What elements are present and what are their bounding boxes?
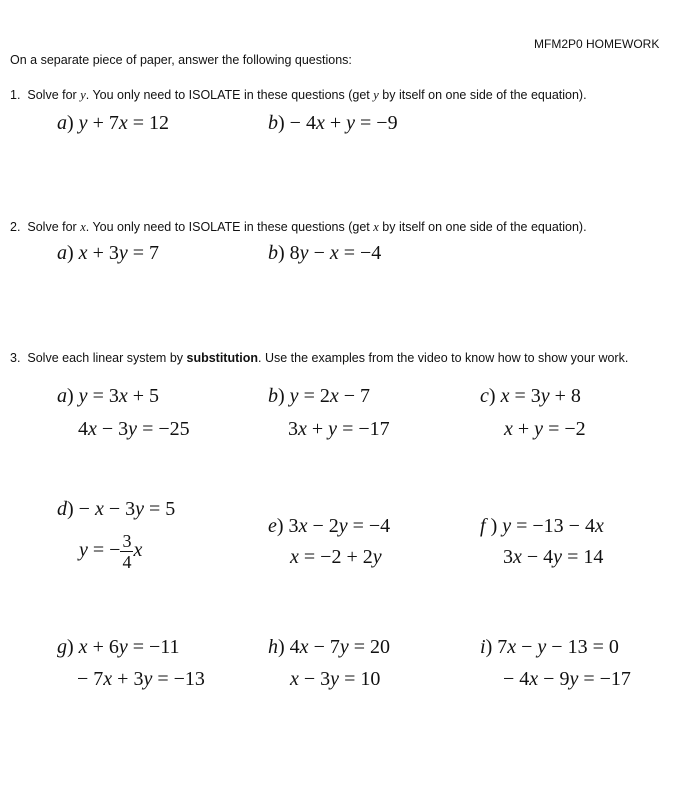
system-b-line-2: 3x + y = −17 xyxy=(288,418,390,440)
question-2-prompt: 2. Solve for x. You only need to ISOLATE in these questions (get x by itself on one side of the equation). xyxy=(10,220,587,234)
question-number: 1. xyxy=(10,88,21,102)
system-c-line-2: x + y = −2 xyxy=(504,418,586,440)
equation-2b: b) 8y − x = −4 xyxy=(268,242,382,264)
system-d-line-2: y = − $\frac{3}{4}$ x xyxy=(79,531,143,572)
course-header: MFM2P0 HOMEWORK xyxy=(534,37,660,51)
intro-instruction: On a separate piece of paper, answer the following questions: xyxy=(10,53,352,67)
equation-1b: b) − 4x + y = −9 xyxy=(268,112,398,134)
fraction: $\frac{3}{4}$ xyxy=(122,531,132,572)
system-c-line-1: c) x = 3y + 8 xyxy=(480,385,581,407)
question-3-prompt: 3. Solve each linear system by substitution. Use the examples from the video to know how to show your work. xyxy=(10,351,629,365)
system-i-line-2: − 4x − 9y = −17 xyxy=(503,668,631,690)
system-h-line-2: x − 3y = 10 xyxy=(290,668,381,690)
system-g-line-1: g) x + 6y = −11 xyxy=(57,636,180,658)
equation-1a: a) y + 7x = 12 xyxy=(57,112,170,134)
system-f-line-1: f ) y = −13 − 4x xyxy=(480,515,604,537)
system-a-line-1: a) y = 3x + 5 xyxy=(57,385,160,407)
equation-2a: a) x + 3y = 7 xyxy=(57,242,160,264)
question-1-prompt: 1. Solve for y. You only need to ISOLATE in these questions (get y by itself on one side of the equation). xyxy=(10,88,587,102)
system-b-line-1: b) y = 2x − 7 xyxy=(268,385,371,407)
system-a-line-2: 4x − 3y = −25 xyxy=(78,418,190,440)
system-e-line-2: x = −2 + 2y xyxy=(290,546,382,568)
system-i-line-1: i) 7x − y − 13 = 0 xyxy=(480,636,619,658)
question-number: 3. xyxy=(10,351,21,365)
system-e-line-1: e) 3x − 2y = −4 xyxy=(268,515,391,537)
system-g-line-2: − 7x + 3y = −13 xyxy=(77,668,205,690)
question-number: 2. xyxy=(10,220,21,234)
system-f-line-2: 3x − 4y = 14 xyxy=(503,546,604,568)
system-h-line-1: h) 4x − 7y = 20 xyxy=(268,636,391,658)
system-d-line-1: d) − x − 3y = 5 xyxy=(57,498,176,520)
